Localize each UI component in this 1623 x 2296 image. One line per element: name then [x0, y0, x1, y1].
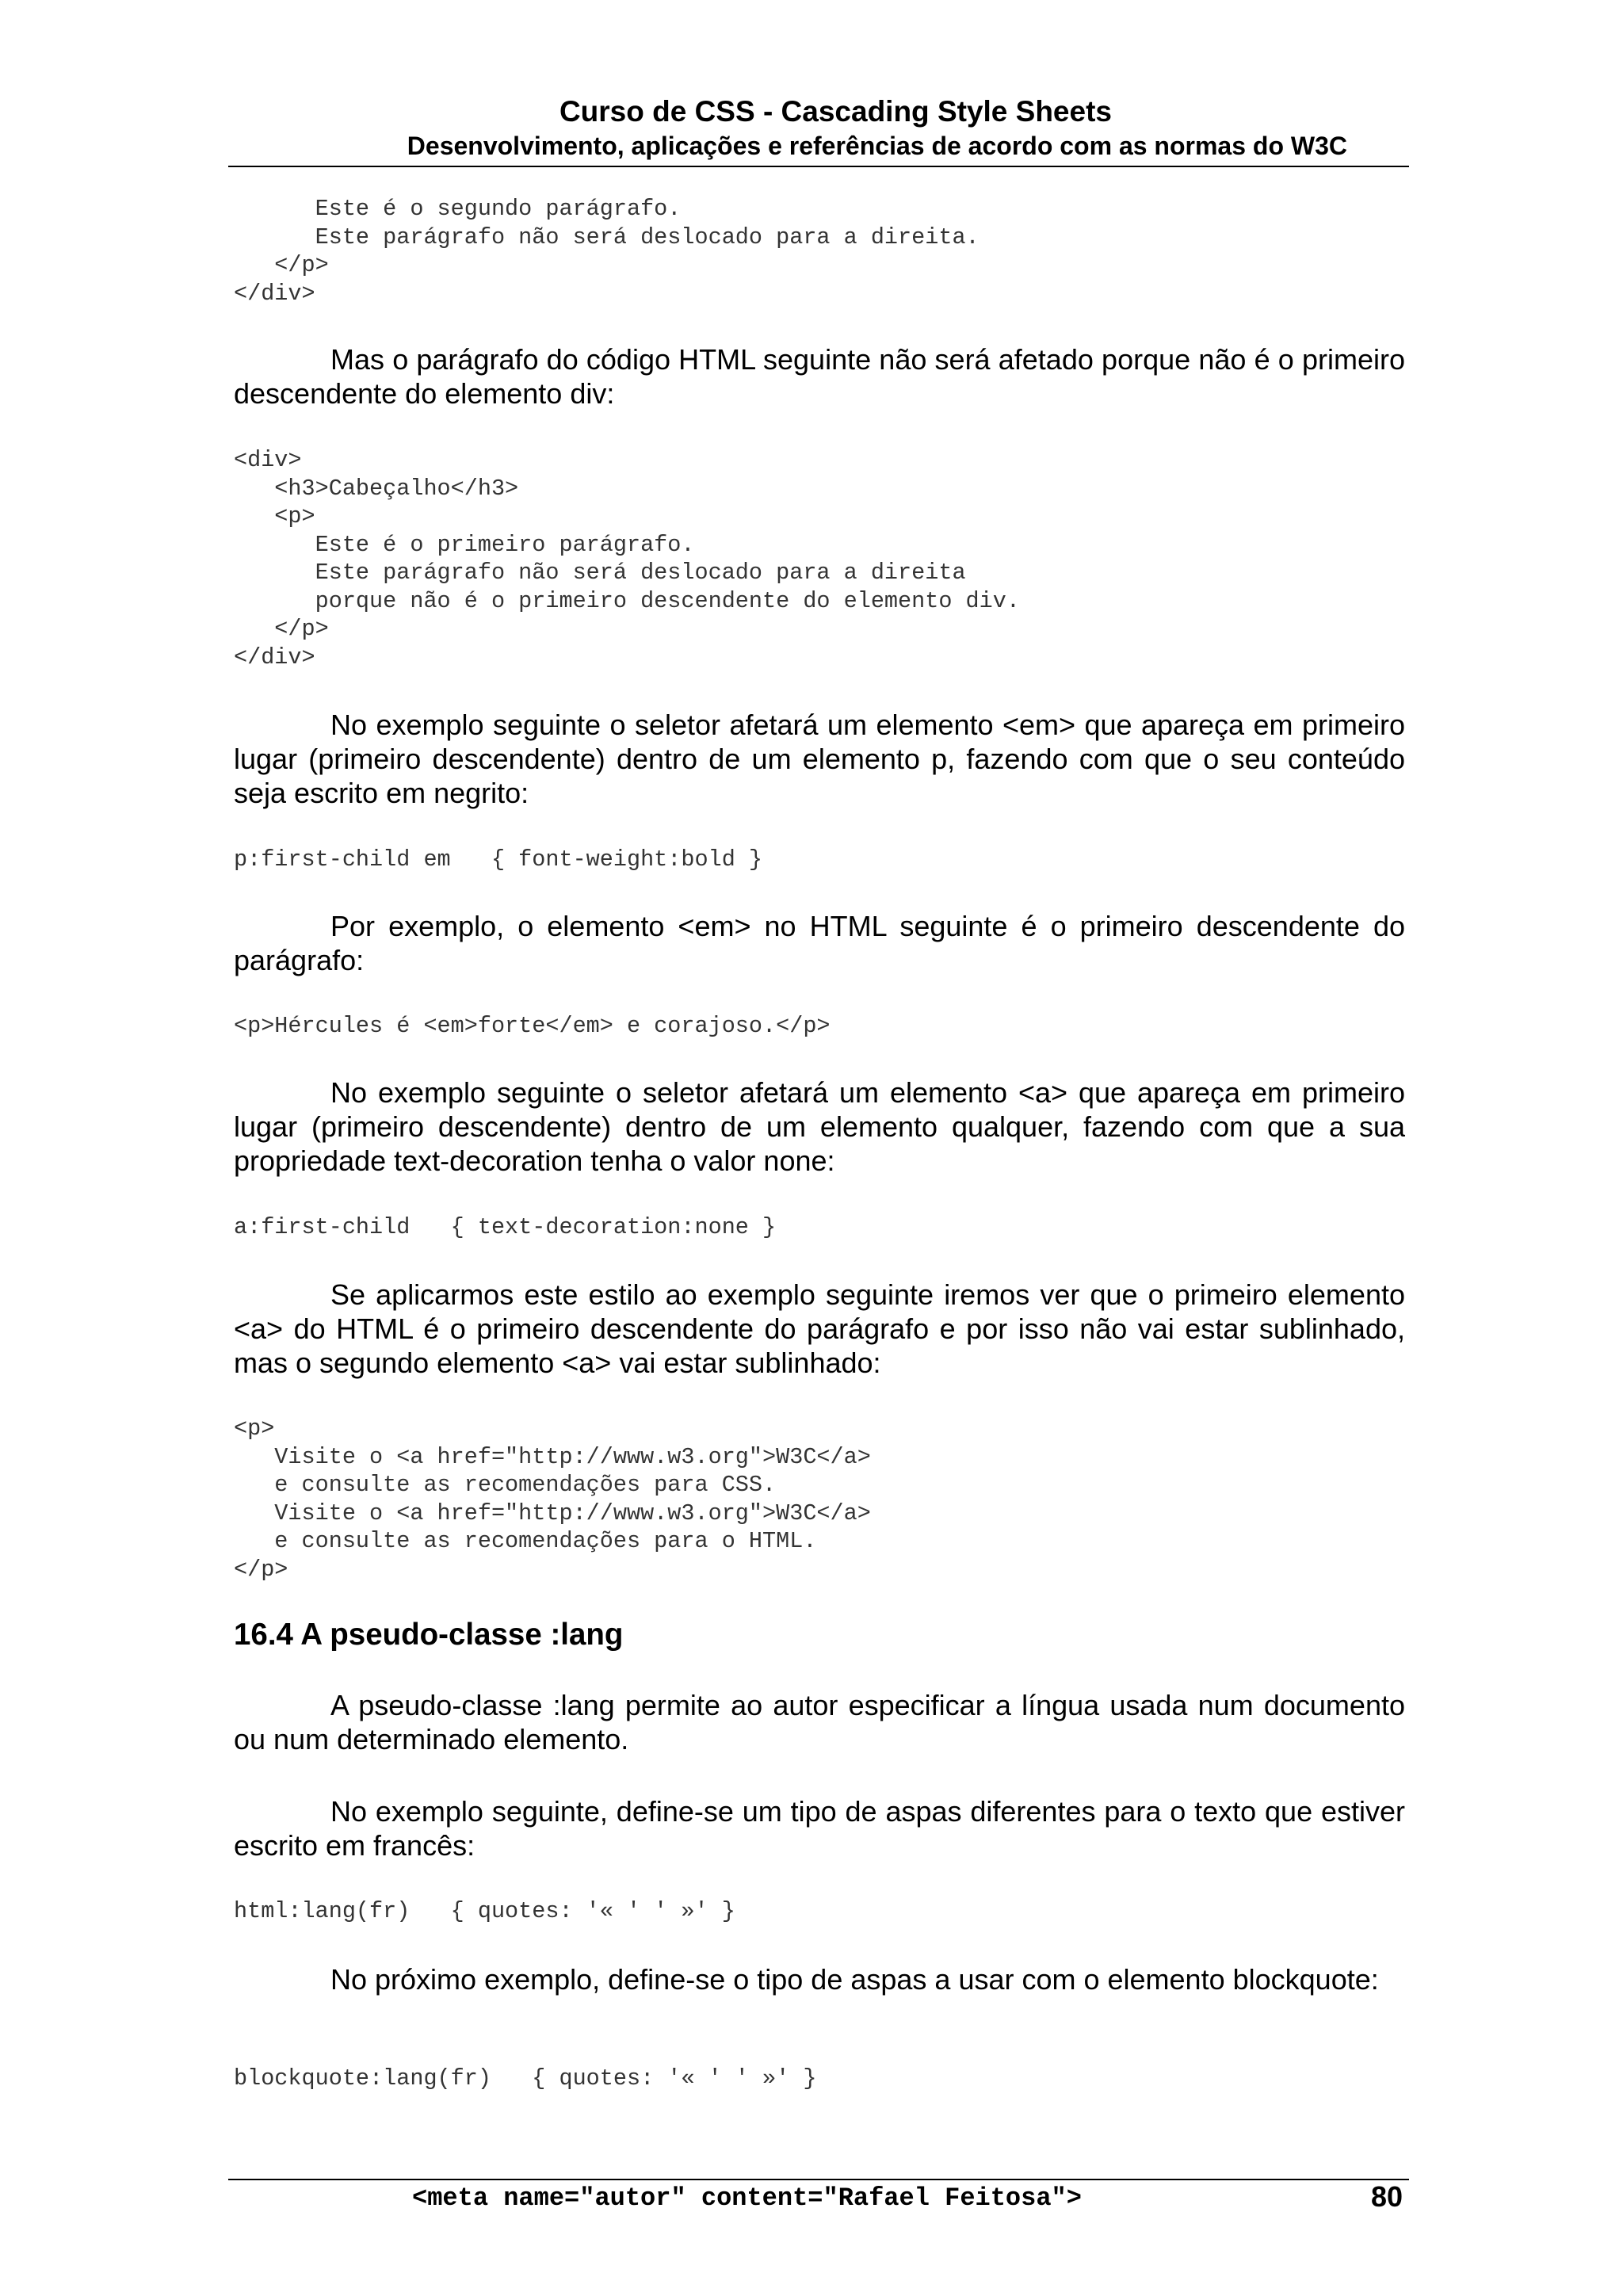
- code-block-4: <p>Hércules é <em>forte</em> e corajoso.</p>: [234, 1013, 831, 1039]
- paragraph-6: [234, 1688, 1405, 1756]
- code-block-1: Este é o segundo parágrafo. Este parágrafo não será deslocado para a direita. </p> </div>: [234, 196, 980, 307]
- paragraph-1-text: Mas o parágrafo do código HTML seguinte não será afetado porque não é o primeiro descendente do elemento div:: [234, 343, 1405, 410]
- paragraph-6-text: A pseudo-classe :lang permite ao autor especificar a língua usada num documento ou num determinado elemento.: [234, 1689, 1405, 1755]
- footer-divider: [228, 2179, 1409, 2180]
- paragraph-7: [234, 1794, 1405, 1862]
- paragraph-2: [234, 708, 1405, 810]
- code-block-6: <p> Visite o <a href="http://www.w3.org">W3C</a> e consulte as recomendações para CSS. Visite o <a href="http://www.w3.org">W3C</a> e consulte as recomendações para o HTML. </p>: [234, 1415, 871, 1583]
- header-divider: [228, 166, 1409, 167]
- paragraph-5-text: Se aplicarmos este estilo ao exemplo seguinte iremos ver que o primeiro elemento <a> do HTML é o primeiro descendente do parágrafo e por isso não vai estar sublinhado, mas o segundo elemento <a> vai estar sublinhado:: [234, 1278, 1405, 1379]
- paragraph-4: [234, 1075, 1405, 1178]
- code-block-5: a:first-child { text-decoration:none }: [234, 1214, 777, 1240]
- header-title: Curso de CSS - Cascading Style Sheets: [559, 95, 1112, 128]
- section-heading: 16.4 A pseudo-classe :lang: [234, 1618, 624, 1652]
- header-subtitle: Desenvolvimento, aplicações e referências de acordo com as normas do W3C: [407, 132, 1347, 160]
- paragraph-1: [234, 342, 1405, 411]
- page-number: 80: [1370, 2180, 1403, 2213]
- paragraph-7-text: No exemplo seguinte, define-se um tipo de aspas diferentes para o texto que estiver escrito em francês:: [234, 1795, 1405, 1862]
- paragraph-8-text: No próximo exemplo, define-se o tipo de aspas a usar com o elemento blockquote:: [330, 1963, 1379, 1996]
- paragraph-3: [234, 909, 1405, 977]
- footer-author-meta: <meta name="autor" content="Rafael Feitosa">: [412, 2183, 1082, 2213]
- paragraph-3-text: Por exemplo, o elemento <em> no HTML seguinte é o primeiro descendente do parágrafo:: [234, 910, 1405, 976]
- paragraph-5: [234, 1278, 1405, 1380]
- paragraph-4-text: No exemplo seguinte o seletor afetará um elemento <a> que apareça em primeiro lugar (primeiro descendente) dentro de um elemento qualquer, fazendo com que a sua propriedade text-decoration tenha o valor none:: [234, 1076, 1405, 1177]
- code-block-3: p:first-child em { font-weight:bold }: [234, 846, 763, 873]
- code-block-2: <div> <h3>Cabeçalho</h3> <p> Este é o primeiro parágrafo. Este parágrafo não será deslocado para a direita porque não é o primeiro descendente do elemento div. </p> </div>: [234, 447, 1020, 670]
- paragraph-2-text: No exemplo seguinte o seletor afetará um elemento <em> que apareça em primeiro lugar (primeiro descendente) dentro de um elemento p, fazendo com que o seu conteúdo seja escrito em negrito:: [234, 709, 1405, 809]
- page-header: [228, 94, 1409, 162]
- paragraph-8: [234, 1962, 1405, 1996]
- code-block-8: blockquote:lang(fr) { quotes: '« ' ' »' }: [234, 2065, 817, 2092]
- code-block-7: html:lang(fr) { quotes: '« ' ' »' }: [234, 1898, 735, 1924]
